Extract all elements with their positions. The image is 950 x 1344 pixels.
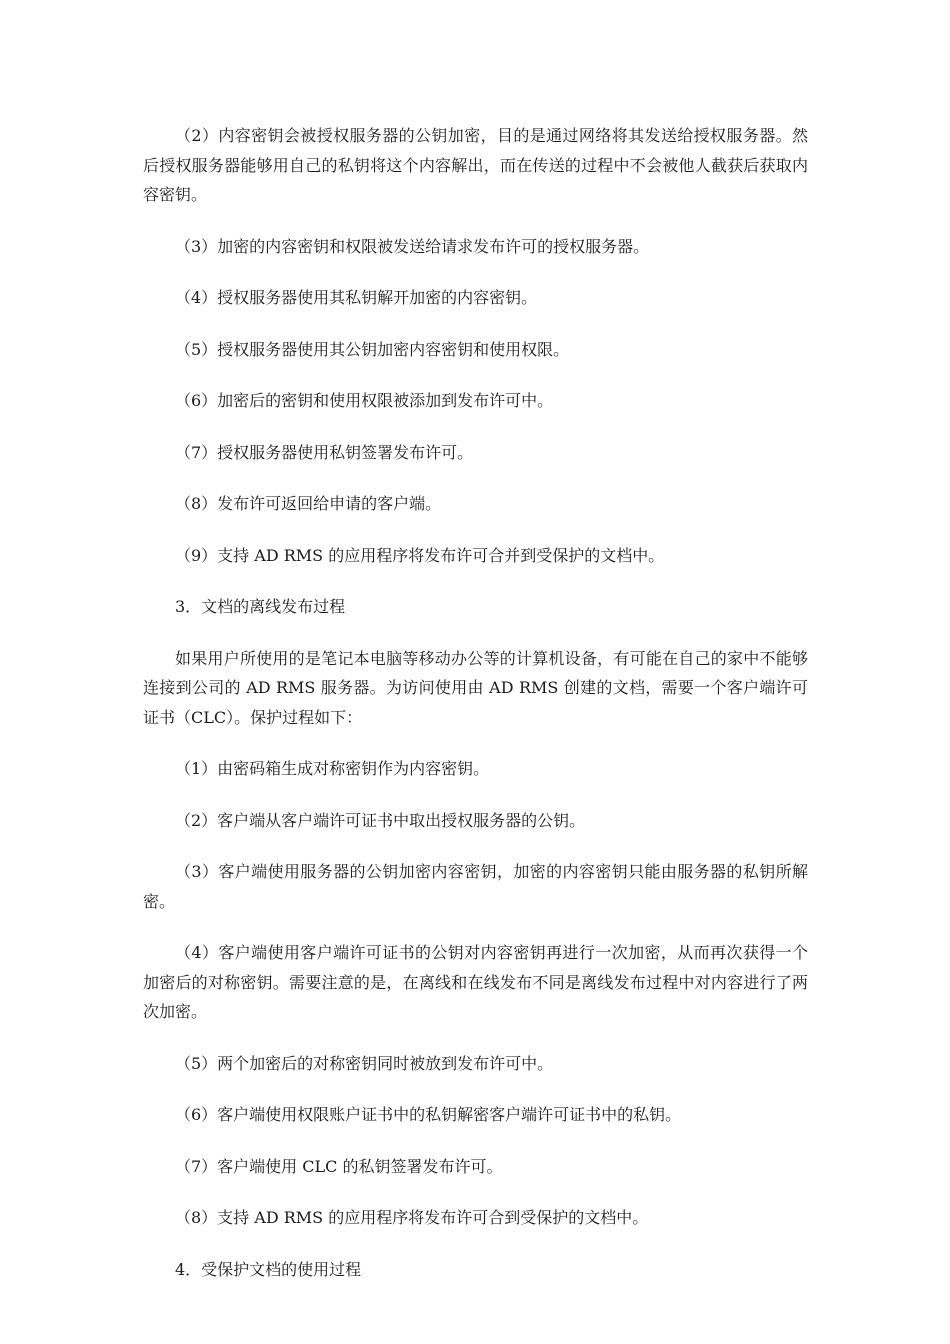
paragraph-offline-step-4: （4）客户端使用客户端许可证书的公钥对内容密钥再进行一次加密，从而再次获得一个加密后的对称密钥。需要注意的是，在离线和在线发布不同是离线发布过程中对内容进行了两次加密。 — [143, 943, 808, 1021]
paragraph-offline-intro: 如果用户所使用的是笔记本电脑等移动办公等的计算机设备，有可能在自己的家中不能够连接到公司的 AD RMS 服务器。为访问使用由 AD RMS 创建的文档，需要一个客户端许可证书（CLC）。保护过程如下： — [143, 648, 808, 727]
paragraph-offline-step-3: （3）客户端使用服务器的公钥加密内容密钥，加密的内容密钥只能由服务器的私钥所解密。 — [143, 862, 808, 911]
paragraph-offline-step-1: （1）由密码箱生成对称密钥作为内容密钥。 — [175, 759, 490, 778]
paragraph-online-step-7: （7）授权服务器使用私钥签署发布许可。 — [175, 442, 474, 462]
paragraph-online-step-9: （9）支持 AD RMS 的应用程序将发布许可合并到受保护的文档中。 — [175, 545, 665, 565]
section-heading-protected-document-usage: 4．受保护文档的使用过程 — [175, 1259, 362, 1279]
paragraph-online-step-6: （6）加密后的密钥和使用权限被添加到发布许可中。 — [175, 391, 554, 410]
paragraph-online-step-8: （8）发布许可返回给申请的客户端。 — [175, 494, 442, 513]
section-heading-offline-publishing: 3．文档的离线发布过程 — [175, 597, 346, 616]
document-body — [143, 121, 808, 1306]
paragraph-online-step-4: （4）授权服务器使用其私钥解开加密的内容密钥。 — [175, 288, 538, 307]
paragraph-offline-step-6: （6）客户端使用权限账户证书中的私钥解密客户端许可证书中的私钥。 — [175, 1105, 682, 1124]
paragraph-online-step-2: （2）内容密钥会被授权服务器的公钥加密，目的是通过网络将其发送给授权服务器。然后授权服务器能够用自己的私钥将这个内容解出，而在传送的过程中不会被他人截获后获取内容密钥。 — [143, 126, 808, 204]
paragraph-online-step-3: （3）加密的内容密钥和权限被发送给请求发布许可的授权服务器。 — [175, 236, 650, 256]
paragraph-offline-step-2: （2）客户端从客户端许可证书中取出授权服务器的公钥。 — [175, 810, 586, 830]
paragraph-offline-step-5: （5）两个加密后的对称密钥同时被放到发布许可中。 — [175, 1053, 554, 1073]
paragraph-online-step-5: （5）授权服务器使用其公钥加密内容密钥和使用权限。 — [175, 339, 570, 359]
paragraph-offline-step-7: （7）客户端使用 CLC 的私钥签署发布许可。 — [175, 1156, 503, 1176]
paragraph-offline-step-8: （8）支持 AD RMS 的应用程序将发布许可合到受保护的文档中。 — [175, 1208, 649, 1227]
